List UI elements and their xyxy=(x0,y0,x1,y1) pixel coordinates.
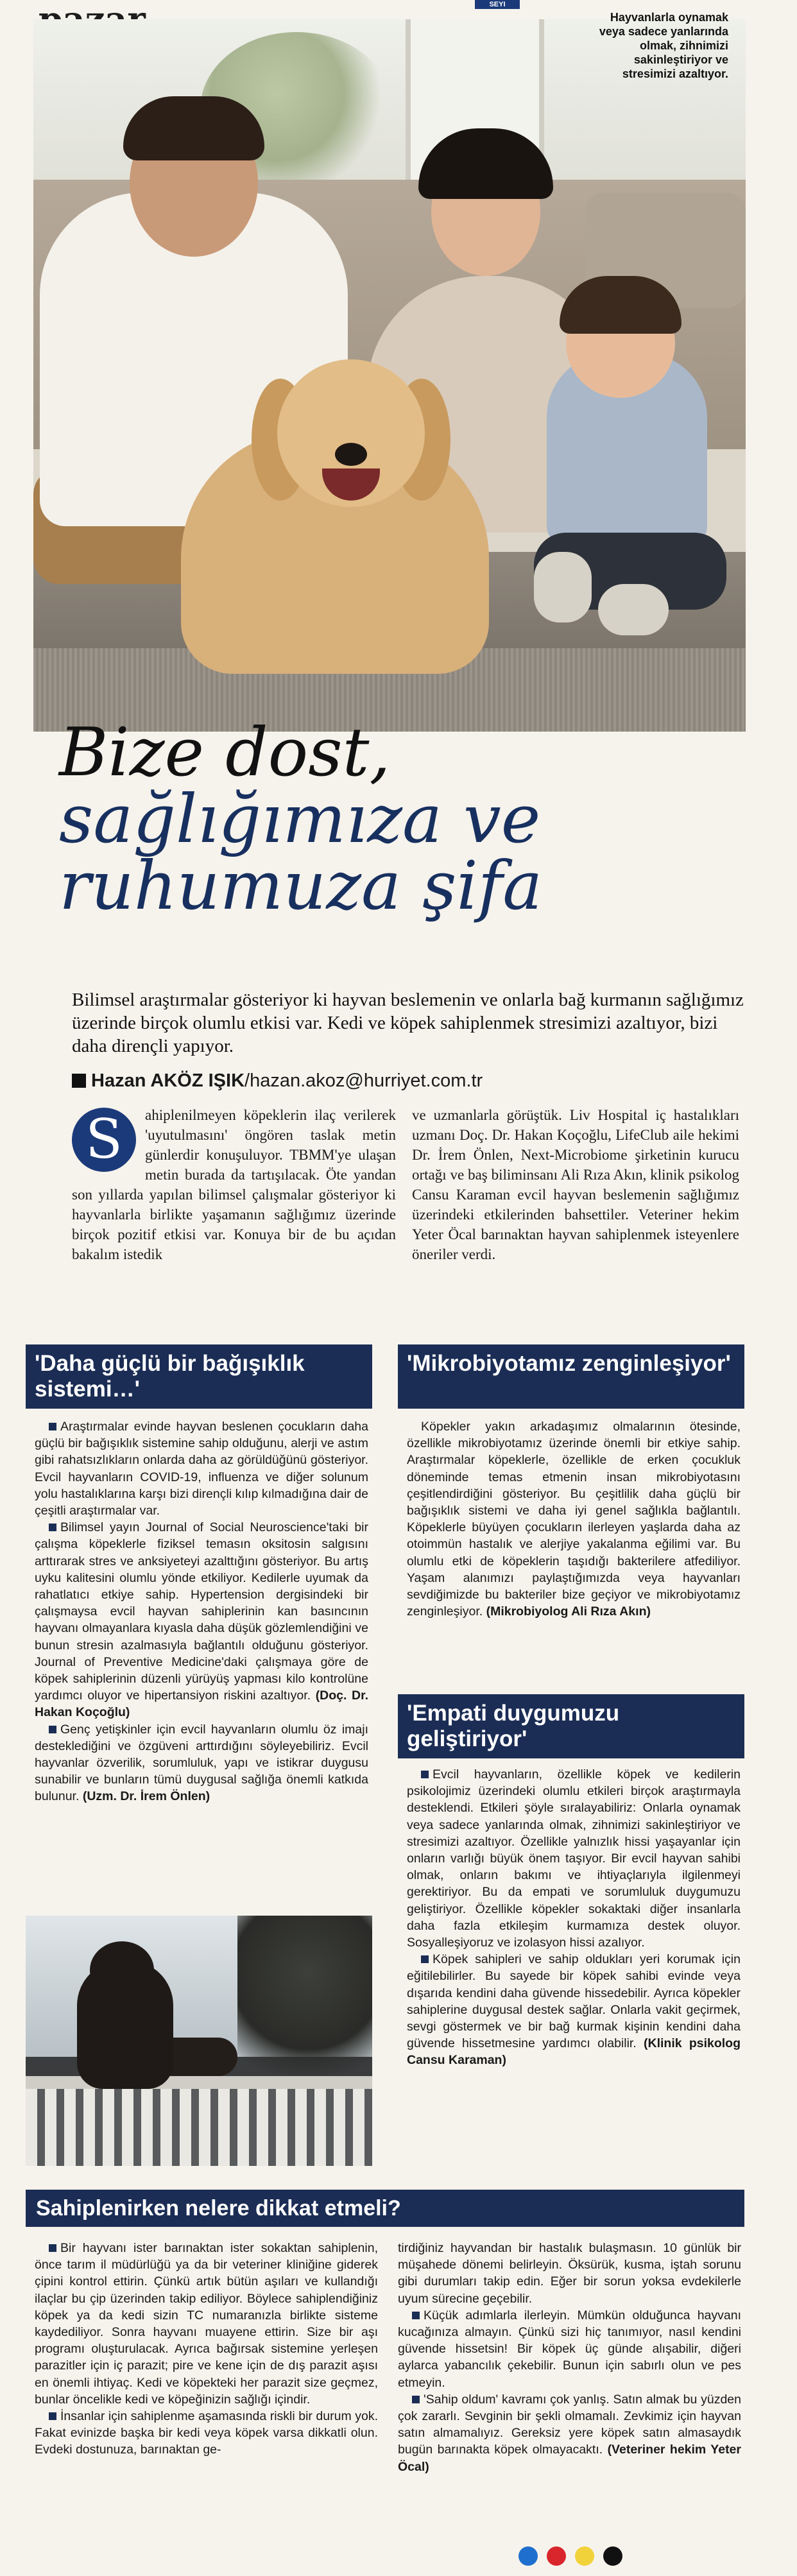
bullet-square-icon xyxy=(49,1524,56,1531)
immune-p2-source: (Doç. Dr. Hakan Koçoğlu) xyxy=(35,1688,369,1720)
bullet-square-icon xyxy=(412,2396,420,2403)
lede: Bilimsel araştırmalar gösteriyor ki hayvan beslemenin ve onlarla bağ kurmanın sağlığımız üzerinde birçok olumlu etkisi var. Kedi ve köpek sahiplenmek stresimizi azaltıyor, bizi daha dirençli yapıyor. xyxy=(72,990,744,1056)
hero-caption: Hayvanlarla oynamak veya sadece yanlarında olmak, zihnimizi sakinleştiriyor ve stresimizi azaltıyor. xyxy=(599,11,728,80)
color-dot-red xyxy=(547,2546,566,2566)
empathy-p1: Evcil hayvanların, özellikle köpek ve kedilerin psikolojimiz üzerindeki olumlu etkileri birçok araştırmayla desteklendi. Etkileri şöyle sıralayabiliriz: Onlarla oynamak veya sadece yanlarında olmak, zihnimizi sakinleştiriyor ve stresimizi azaltıyor. Özellikle yalnızlık hissi yaşayanlar için onların varlığı büyük önem taşıyor. Bir evcil hayvan sahibi olmak, onların bakımı ve ihtiyaçlarıyla ilgilenmeyi gerektiriyor. Bu da empati ve sorumluluk duygumuzu geliştiriyor. Özellikle köpekler sokaktaki diğer insanlarla daha fazla etkileşim kurmamıza destek oluyor. Sosyalleşiyoruz ve izolasyon hissi azalıyor. xyxy=(407,1767,741,1950)
section-head-immune: 'Daha güçlü bir bağışıklık sistemi…' xyxy=(26,1344,372,1409)
adoption-right-p3-source: (Veteriner hekim Yeter Öcal) xyxy=(398,2443,741,2474)
color-dot-yellow xyxy=(575,2546,594,2566)
bullet-square-icon xyxy=(49,1726,56,1733)
section-head-adoption: Sahiplenirken nelere dikkat etmeli? xyxy=(26,2190,744,2227)
bullet-square-icon xyxy=(49,1423,56,1430)
adoption-left-p2: İnsanlar için sahiplenme aşamasında riskli bir durum yok. Fakat evinizde başka bir kedi veya köpek varsa dikkatli olun. Evdeki dostunuza, barınaktan ge- xyxy=(35,2409,378,2457)
bullet-square-icon xyxy=(49,2244,56,2252)
bullet-square-icon xyxy=(412,2312,420,2319)
adoption-right-p1: tirdiğiniz hayvandan bir hastalık bulaşmasın. 10 günlük bir müşahede dönemi belirleyin. Öksürük, kusma, iştah sorunu gibi durumları takip edin. Eğer bir sorun yoksa evdekilerle uyum sürecine geçebilir. xyxy=(398,2241,741,2306)
intro-left-column xyxy=(72,1105,396,1264)
immune-p3: Genç yetişkinler için evcil hayvanların olumlu öz imajı desteklediğini ve özgüveni arttırdığını söyleyebiliriz. Evcil hayvanlar özverilik, sorumluluk, yapı ve istikrar duygusu sunabilir ve bunların tümü duygusal sağlığa önemli katkıda bulunur. xyxy=(35,1722,368,1804)
color-dot-black xyxy=(603,2546,622,2566)
color-dot-blue xyxy=(518,2546,538,2566)
section-tab-mark: SEYI xyxy=(475,0,520,9)
microbiota-p1-source: (Mikrobiyolog Ali Rıza Akın) xyxy=(486,1604,651,1619)
section-head-empathy: 'Empati duygumuzu geliştiriyor' xyxy=(398,1694,744,1758)
byline-square-icon xyxy=(72,1074,86,1088)
intro-right-column: ve uzmanlarla görüştük. Liv Hospital iç hastalıkları uzmanı Doç. Dr. Hakan Koçoğlu, LifeClub aile hekimi Dr. İrem Önlen, Next-Microbiome şirketinin kurucu ortağı ve baş biliminsanı Ali Rıza Akın, klinik psikolog Cansu Karaman evcil hayvan beslemenin sağlığımız üzerindeki etkilerinden bahsettiler. Veteriner hekim Yeter Öcal barınaktan hayvan sahiplenmek isteyenlere öneriler verdi. xyxy=(412,1107,739,1262)
byline-name: Hazan AKÖZ IŞIK xyxy=(91,1070,245,1091)
microbiota-p1: Köpekler yakın arkadaşımız olmalarının ötesinde, özellikle mikrobiyotamız üzerinde önemli bir etkiye sahip. Araştırmalar köpeklerle, özellikle de erken çocukluk döneminde temas etmenin insan mikrobiyotasını çeşitlendirdiğini gösteriyor. Bu çeşitlilik daha güçlü bir bağışıklık sistemi ve daha iyi genel sağlıkla bağlantılı. Köpeklerle büyüyen çocukların ilerleyen yaşlarda daha az otoimmün hastalık ve alerjiye yakalanma eğilimi var. Bu olumlu etki de köpeklerin taşıdığı bakterilere atfediliyor. Yaşam alanımızı paylaştığımızda veya hayvanları sevdiğimizde bu bakteriler bize geçiyor ve mikrobiyotamız zenginleşiyor. xyxy=(407,1420,741,1619)
headline-line-3: ruhumuza şifa xyxy=(59,846,543,925)
byline-email: /hazan.akoz@hurriyet.com.tr xyxy=(244,1070,483,1091)
bullet-square-icon xyxy=(421,1955,429,1963)
headline-line-1: Bize dost, xyxy=(59,713,391,791)
section-microbiota-text xyxy=(407,1418,741,1620)
headline xyxy=(59,713,739,925)
empathy-p2-source: (Klinik psikolog Cansu Karaman) xyxy=(407,2036,741,2068)
adoption-left-p1: Bir hayvanı ister barınaktan ister sokaktan sahiplenin, önce tarım il müdürlüğü ya da bir veteriner kliniğine giderek çipini kontrol ettirin. Çünkü artık bütün aşıları ve kullandığı ilaçlar bu çip üzerinden takip ediliyor. Böylece sahiplendiğiniz köpek ya da kedi sizin TC numaranızla birlikte sisteme kaydediliyor. Sonra hayvanı muayene ettirin. Size bir aşı programı oluşturulacak. Ayrıca bağırsak sistemine yerleşen parazitler için iç parazit; pire ve kene için de dış parazit aşısı en önemli ihtiyaç. Kedi ve köpekteki her parazit size geçmez, bunlar öncelikle kedi ve köpeğinizin sağlığı içindir. xyxy=(35,2241,378,2407)
bullet-square-icon xyxy=(421,1771,429,1778)
immune-p1: Araştırmalar evinde hayvan beslenen çocukların daha güçlü bir bağışıklık sistemine sahip olduğunu, alerji ve astım gibi rahatsızlıkların onlarda daha az görüldüğünü gösteriyor. Evcil hayvanların COVID-19, influenza ve diğer solunum yolu hastalıklarına karşı bizi dirençli kılıp kılmadığına dair de çeşitli araştırmalar var. xyxy=(35,1420,368,1518)
byline xyxy=(72,1069,746,1092)
drop-cap: S xyxy=(72,1108,136,1172)
section-immune-text xyxy=(35,1418,368,1805)
section-adoption-right xyxy=(398,2240,741,2475)
headline-line-2: sağlığımıza ve xyxy=(59,780,541,858)
hero-photo xyxy=(33,19,746,732)
empathy-p2: Köpek sahipleri ve sahip oldukları yeri korumak için eğitilebilirler. Bu sayede bir köpek sahibi evinde veya dışarıda kendini daha güvende hissedebilir. Ayrıca köpekler sahiplerine duygusal destek sağlar. Onlarla vakit geçirmek, sevgi göstermek ve bir bağ kurmak kişinin kendini daha güvende hissetmesine yardımcı olabilir. xyxy=(407,1952,741,2051)
section-adoption-left xyxy=(35,2240,378,2459)
adoption-right-p3: 'Sahip oldum' kavramı çok yanlış. Satın almak bu yüzden çok zararlı. Sevginin bir şekli olmamalı. Zevkimiz için hayvan satın almamalıyız. Gereksiz yere köpek satın almasaydık bugün barınakta köpek olmayacaktı. xyxy=(398,2392,741,2457)
section-head-microbiota: 'Mikrobiyotamız zenginleşiyor' xyxy=(398,1344,744,1409)
adoption-right-p2: Küçük adımlarla ilerleyin. Mümkün olduğunca hayvanı kucağınıza almayın. Çünkü sizi hiç tanımıyor, nasıl kendini güvende hissetsin! Bir köpek üç günde alışabilir, diğeri aylarca yabancılık çekebilir. Bunun için sabırlı olun ve pes etmeyin. xyxy=(398,2308,741,2390)
bullet-square-icon xyxy=(49,2412,56,2420)
immune-p3-source: (Uzm. Dr. İrem Önlen) xyxy=(82,1789,210,1804)
color-registration-dots xyxy=(518,2546,631,2569)
immune-p2: Bilimsel yayın Journal of Social Neuroscience'taki bir çalışma köpeklerle fiziksel temasın oksitosin salgısını arttırarak stres ve anksiyeteyi azalttığını gösteriyor. Bu artış uyku kalitesini olumlu yönde etkiliyor. Kedilerle uyumak da rahatlatıcı etkiye sahip. Hypertension dergisindeki bir çalışmaysa evcil hayvan sahiplerinin kan basıncının hayvanı olmayanlara kıyasla daha düşük gözlemlendiğini ve bunun stresin azalmasıyla bağlantılı olduğunu gösteriyor. Journal of Preventive Medicine'daki çalışmaya göre de köpek sahiplerinin düzenli yürüyüş yapması kilo kontrolüne yardımcı oluyor ve hipertansiyon riskini azaltıyor. xyxy=(35,1520,368,1703)
intro-left-text: ahiplenilmeyen köpeklerin ilaç verilerek 'uyutulmasını' öngören taslak metin günlerdir konuşuluyor. TBMM'ye ulaşan metin burada da tartışılacak. Öte yandan son yıllarda yapılan bilimsel çalışmalar gösteriyor ki hayvanlarla birlikte yaşamanın sağlığımız üzerinde birçok pozitif etkisi var. Konuya bir de bu açıdan bakalım istedik xyxy=(72,1107,396,1262)
section-empathy-text xyxy=(407,1766,741,2069)
cat-photo xyxy=(26,1916,372,2166)
